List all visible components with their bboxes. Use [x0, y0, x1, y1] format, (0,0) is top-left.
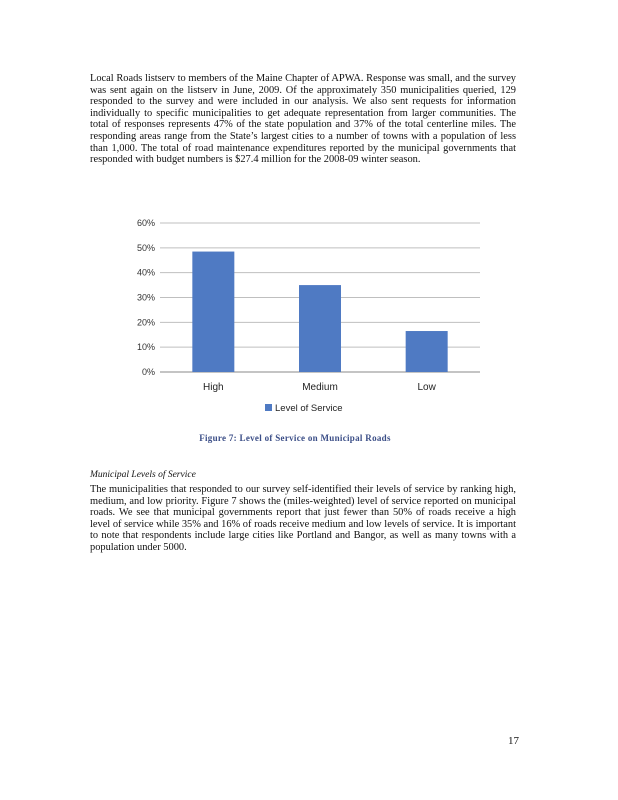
y-tick-label: 0% — [141, 367, 155, 377]
y-tick-label: 50% — [136, 242, 155, 253]
x-tick-label: High — [203, 382, 224, 393]
page-number: 17 — [508, 735, 519, 747]
y-tick-label: 20% — [136, 317, 155, 328]
x-tick-label: Medium — [302, 382, 338, 393]
legend-label: Level of Service — [275, 403, 343, 414]
body-paragraph-municipal-levels: The municipalities that responded to our survey self-identified their levels of service by ranking high, medium, and low priority. Figure 7 shows the (miles-weighted) level of service reported on municipal roads. We see that municipal governments report that just fewer than 50% of roads receive a high level of service while 35% and 16% of roads receive medium and low levels of service. It is important to note that respondents include large cities like Portland and Bangor, as well as many towns with a population under 5000. — [90, 484, 516, 553]
bar-high — [192, 252, 234, 372]
y-tick-label: 60% — [136, 218, 155, 228]
y-tick-label: 40% — [136, 267, 155, 278]
y-tick-label: 30% — [136, 292, 155, 303]
bar-medium — [299, 285, 341, 372]
level-of-service-chart — [128, 213, 498, 428]
legend-swatch — [265, 404, 272, 411]
body-paragraph: Local Roads listserv to members of the Maine Chapter of APWA. Response was small, and the survey was sent again on the listserv in June, 2009. Of the approximately 350 municipalities queried, 129 responded to the survey and were included in our analysis. We also sent requests for information individually to specific municipalities to get adequate representation from larger communities. The total of responses represents 47% of the state population and 37% of the total centerline miles. The responding areas range from the State’s largest cities to a number of towns with a population of less than 1,000. The total of road maintenance expenditures reported by the municipal governments that responded with budget numbers is $27.4 million for the 2008-09 winter season. — [90, 73, 516, 166]
figure-caption: Figure 7: Level of Service on Municipal Roads — [199, 433, 391, 443]
y-tick-label: 10% — [136, 342, 155, 353]
bar-low — [406, 331, 448, 372]
x-tick-label: Low — [417, 382, 436, 393]
section-heading: Municipal Levels of Service — [90, 470, 196, 480]
